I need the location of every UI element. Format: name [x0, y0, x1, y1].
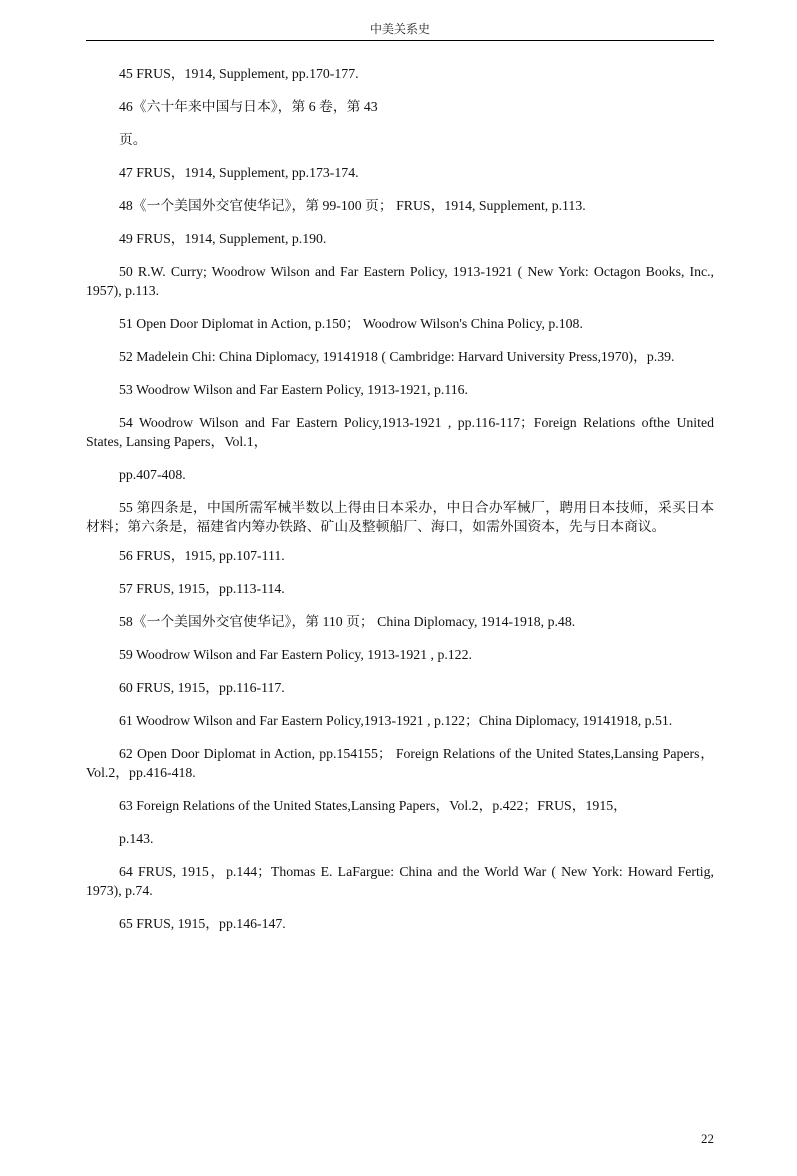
page-number: 22	[701, 1131, 714, 1146]
endnote-65: 65 FRUS, 1915，pp.146-147.	[119, 916, 286, 931]
endnote-54-continuation: pp.407-408.	[119, 467, 186, 482]
running-header-title: 中美关系史	[369, 22, 430, 36]
endnote-49: 49 FRUS，1914, Supplement, p.190.	[119, 231, 327, 246]
endnote-51: 51 Open Door Diplomat in Action, p.150； Woodrow Wilson's China Policy, p.108.	[119, 316, 583, 331]
endnote-47: 47 FRUS，1914, Supplement, pp.173-174.	[119, 165, 359, 180]
endnote-63: 63 Foreign Relations of the United States,Lansing Papers，Vol.2，p.422；FRUS，1915，	[119, 798, 627, 813]
running-header	[86, 18, 714, 41]
endnote-57: 57 FRUS, 1915，pp.113-114.	[119, 581, 285, 596]
endnote-56: 56 FRUS，1915, pp.107-111.	[119, 548, 285, 563]
endnote-46: 46《六十年来中国与日本》，第 6 卷，第 43	[119, 99, 378, 114]
endnote-63-continuation: p.143.	[119, 831, 154, 846]
endnote-55: 55 第四条是，中国所需军械半数以上得由日本采办，中日合办军械厂，聘用日本技师，采买日本材料；第六条是，福建省内筹办铁路、矿山及整顿船厂、海口，如需外国资本，先与日本商议。	[86, 500, 714, 534]
endnote-60: 60 FRUS, 1915，pp.116-117.	[119, 680, 285, 695]
endnote-52: 52 Madelein Chi: China Diplomacy, 19141918 ( Cambridge: Harvard University Press,1970)，p.39.	[119, 349, 675, 364]
endnote-58: 58《一个美国外交官使华记》，第 110 页； China Diplomacy, 1914-1918, p.48.	[119, 614, 576, 629]
endnote-54: 54 Woodrow Wilson and Far Eastern Policy,1913-1921 , pp.116-117；Foreign Relations ofthe United States, Lansing Papers，Vol.1，	[86, 415, 714, 449]
endnote-46-continuation: 页。	[119, 132, 147, 147]
endnote-64: 64 FRUS, 1915，p.144；Thomas E. LaFargue: China and the World War ( New York: Howard Fertig, 1973), p.74.	[86, 864, 714, 898]
endnote-53: 53 Woodrow Wilson and Far Eastern Policy, 1913-1921, p.116.	[119, 382, 468, 397]
endnote-61: 61 Woodrow Wilson and Far Eastern Policy,1913-1921 , p.122；China Diplomacy, 19141918, p.51.	[119, 713, 673, 728]
endnote-50: 50 R.W. Curry; Woodrow Wilson and Far Eastern Policy, 1913-1921 ( New York: Octagon Books, Inc., 1957), p.113.	[86, 264, 714, 298]
endnote-45: 45 FRUS，1914, Supplement, pp.170-177.	[119, 66, 359, 81]
endnote-62: 62 Open Door Diplomat in Action, pp.154155； Foreign Relations of the United States,Lansing Papers，Vol.2，pp.416-418.	[86, 746, 714, 780]
endnotes-list	[86, 64, 714, 947]
endnote-48: 48《一个美国外交官使华记》，第 99-100 页； FRUS，1914, Supplement, p.113.	[119, 198, 586, 213]
endnote-59: 59 Woodrow Wilson and Far Eastern Policy, 1913-1921 , p.122.	[119, 647, 472, 662]
